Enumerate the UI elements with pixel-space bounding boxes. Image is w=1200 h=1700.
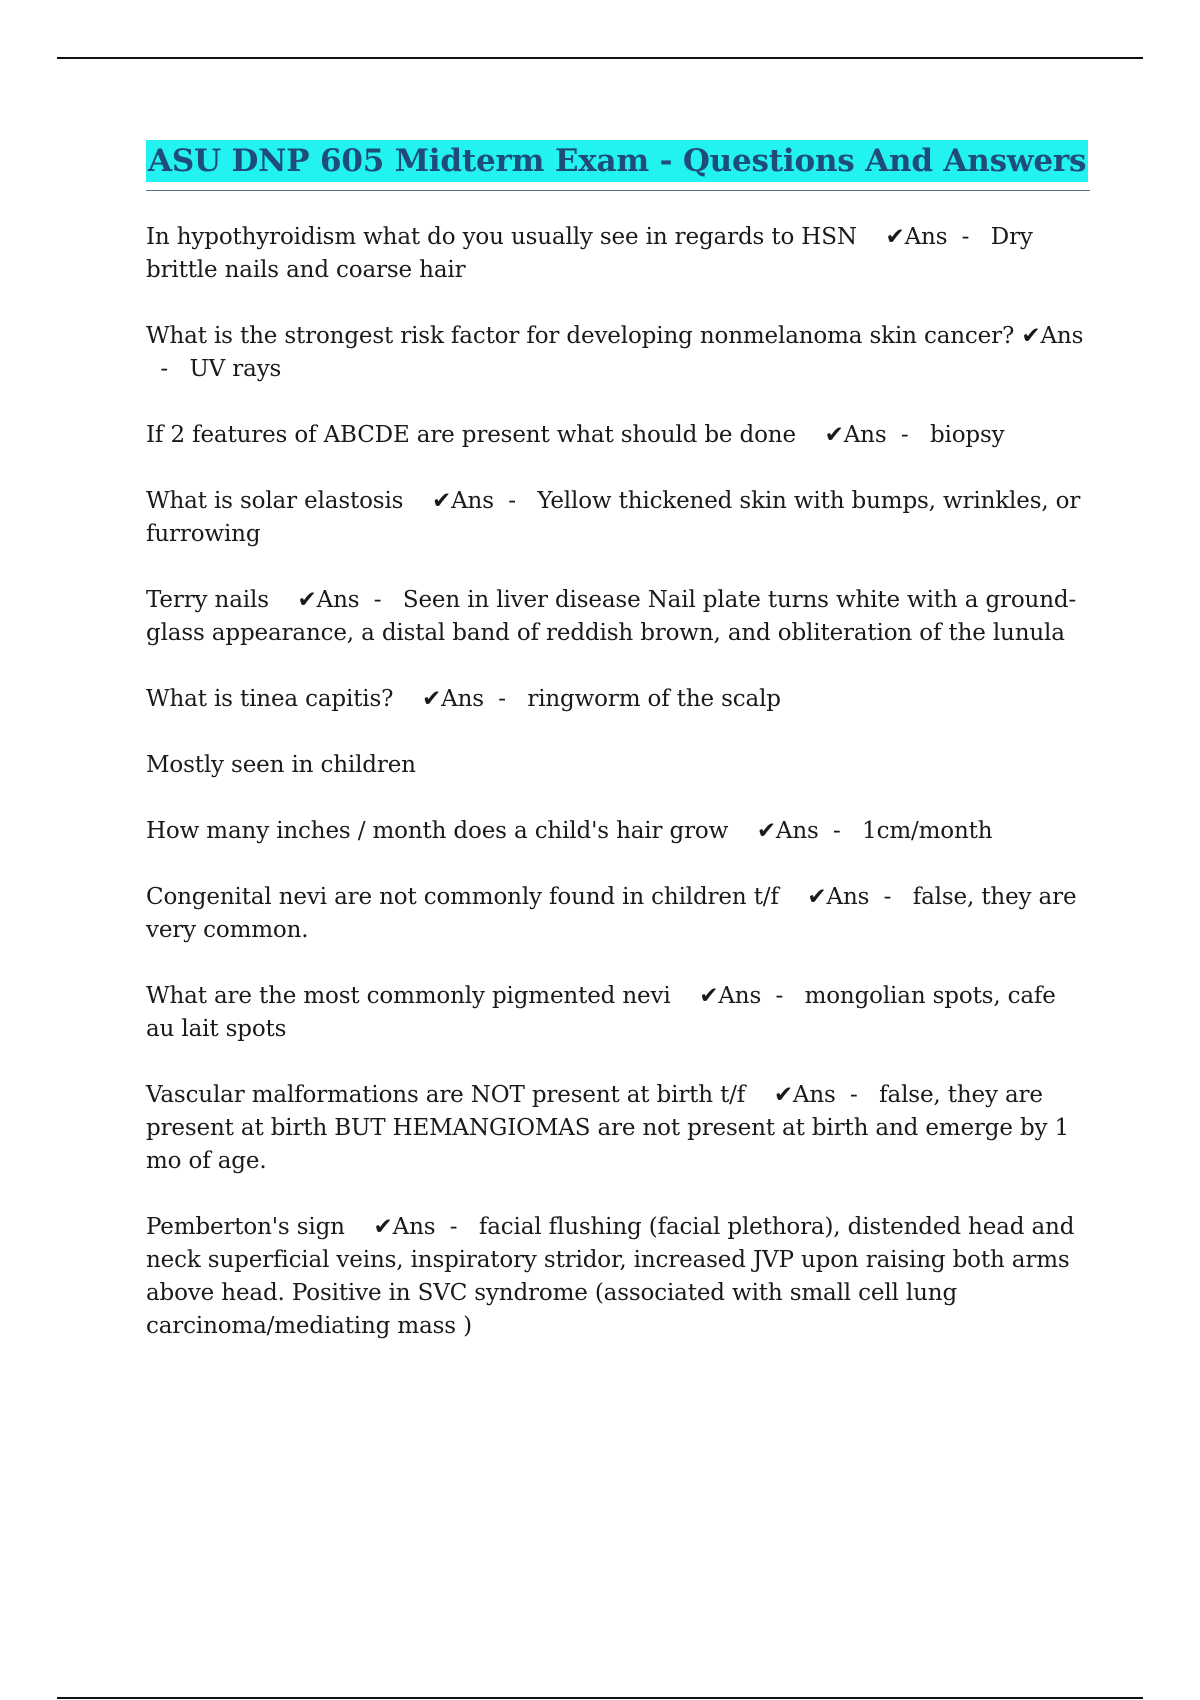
ans-marker: ✔Ans bbox=[431, 488, 494, 514]
ans-marker: ✔Ans bbox=[807, 884, 870, 910]
question-text: Vascular malformations are NOT present at birth t/f bbox=[146, 1082, 746, 1108]
answer-text: mongolian spots, cafe au lait spots bbox=[146, 983, 1056, 1042]
question-text: If 2 features of ABCDE are present what should be done bbox=[146, 422, 796, 448]
ans-marker: ✔Ans bbox=[699, 983, 762, 1009]
qa-item: What is the strongest risk factor for developing nonmelanoma skin cancer? ✔Ans - UV rays bbox=[146, 323, 1084, 382]
qa-item: If 2 features of ABCDE are present what should be done ✔Ans - biopsy bbox=[146, 422, 1005, 448]
question-text: What is the strongest risk factor for developing nonmelanoma skin cancer? bbox=[146, 323, 1015, 349]
document-body bbox=[146, 140, 1090, 1376]
title-block bbox=[146, 140, 1090, 191]
ans-marker: ✔Ans bbox=[885, 224, 948, 250]
answer-text: Seen in liver disease Nail plate turns white with a ground-glass appearance, a distal band of reddish brown, and obliteration of the lunula bbox=[146, 587, 1077, 646]
ans-marker: ✔Ans bbox=[824, 422, 887, 448]
question-text: What is tinea capitis? bbox=[146, 686, 394, 712]
answer-text: false, they are present at birth BUT HEMANGIOMAS are not present at birth and emerge by 1 mo of age. bbox=[146, 1082, 1070, 1174]
document-title: ASU DNP 605 Midterm Exam - Questions And Answers bbox=[146, 140, 1088, 182]
question-text: What are the most commonly pigmented nevi bbox=[146, 983, 671, 1009]
ans-marker: ✔Ans bbox=[373, 1214, 436, 1240]
question-text: Congenital nevi are not commonly found in children t/f bbox=[146, 884, 779, 910]
question-text: Terry nails bbox=[146, 587, 269, 613]
ans-marker: ✔Ans bbox=[1021, 323, 1084, 349]
ans-marker: ✔Ans bbox=[297, 587, 360, 613]
answer-text: biopsy bbox=[929, 422, 1005, 448]
answer-text: 1cm/month bbox=[862, 818, 993, 844]
answer-text: facial flushing (facial plethora), distended head and neck superficial veins, inspiratory stridor, increased JVP upon raising both arms above head. Positive in SVC syndrome (associated with small cell lung carcinoma/mediating mass ) bbox=[146, 1214, 1075, 1339]
qa-item: Terry nails ✔Ans - Seen in liver disease Nail plate turns white with a ground-glass appearance, a distal band of reddish brown, and obliteration of the lunula bbox=[146, 587, 1077, 646]
question-text: What is solar elastosis bbox=[146, 488, 404, 514]
answer-text: UV rays bbox=[189, 356, 282, 382]
page-bottom-rule bbox=[57, 1697, 1143, 1699]
answer-text: Dry brittle nails and coarse hair bbox=[146, 224, 1033, 283]
qa-item: Congenital nevi are not commonly found in children t/f ✔Ans - false, they are very common. bbox=[146, 884, 1077, 943]
qa-item: Vascular malformations are NOT present at birth t/f ✔Ans - false, they are present at birth BUT HEMANGIOMAS are not present at birth and emerge by 1 mo of age. bbox=[146, 1082, 1070, 1174]
qa-item: What is tinea capitis? ✔Ans - ringworm of the scalp bbox=[146, 686, 781, 712]
qa-item: In hypothyroidism what do you usually see in regards to HSN ✔Ans - Dry brittle nails and coarse hair bbox=[146, 224, 1033, 283]
qa-item: What is solar elastosis ✔Ans - Yellow thickened skin with bumps, wrinkles, or furrowing bbox=[146, 488, 1081, 547]
page-top-rule bbox=[57, 57, 1143, 59]
ans-marker: ✔Ans bbox=[422, 686, 484, 712]
qa-item: What are the most commonly pigmented nevi ✔Ans - mongolian spots, cafe au lait spots bbox=[146, 983, 1056, 1042]
answer-text: false, they are very common. bbox=[146, 884, 1077, 943]
question-text: In hypothyroidism what do you usually see in regards to HSN bbox=[146, 224, 857, 250]
question-text: Pemberton's sign bbox=[146, 1214, 345, 1240]
question-text: Mostly seen in children bbox=[146, 752, 416, 778]
qa-item bbox=[146, 749, 1090, 782]
qa-item: How many inches / month does a child's hair grow ✔Ans - 1cm/month bbox=[146, 818, 993, 844]
answer-text: ringworm of the scalp bbox=[527, 686, 781, 712]
ans-marker: ✔Ans bbox=[756, 818, 819, 844]
answer-text: Yellow thickened skin with bumps, wrinkles, or furrowing bbox=[146, 488, 1081, 547]
question-text: How many inches / month does a child's hair grow bbox=[146, 818, 729, 844]
ans-marker: ✔Ans bbox=[773, 1082, 836, 1108]
qa-item: Pemberton's sign ✔Ans - facial flushing (facial plethora), distended head and neck superficial veins, inspiratory stridor, increased JVP upon raising both arms above head. Positive in SVC syndrome (associated with small cell lung carcinoma/mediating mass ) bbox=[146, 1214, 1075, 1339]
